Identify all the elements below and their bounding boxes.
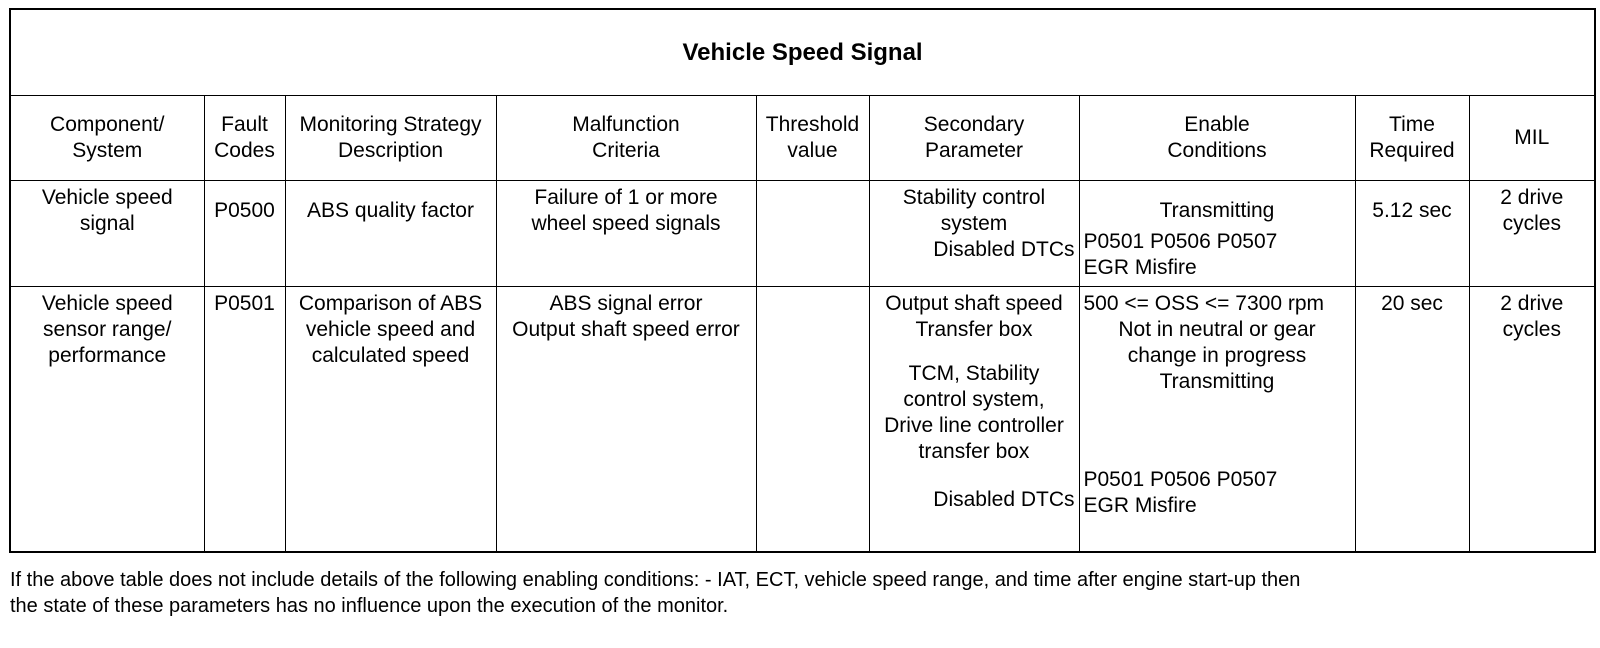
cell-threshold xyxy=(756,287,869,553)
cell-strategy: Comparison of ABS vehicle speed and calculated speed xyxy=(285,287,496,553)
footnote xyxy=(10,567,1590,619)
cell-component: Vehicle speed signal xyxy=(10,181,204,287)
header-component: Component/ System xyxy=(10,96,204,181)
header-strategy: Monitoring Strategy Description xyxy=(285,96,496,181)
header-threshold: Threshold value xyxy=(756,96,869,181)
header-row xyxy=(10,96,1595,181)
cell-component: Vehicle speed sensor range/ performance xyxy=(10,287,204,553)
cell-malfunction: Failure of 1 or more wheel speed signals xyxy=(496,181,756,287)
header-malfunction: Malfunction Criteria xyxy=(496,96,756,181)
table-row xyxy=(10,287,1595,553)
footnote-line: the state of these parameters has no influence upon the execution of the monitor. xyxy=(10,595,729,617)
cell-enable: 500 <= OSS <= 7300 rpm Not in neutral or gear change in progress Transmitting P0501 P0506 P0507 EGR Misfire xyxy=(1079,287,1355,553)
header-fault-codes: Fault Codes xyxy=(204,96,285,181)
cell-malfunction: ABS signal error Output shaft speed error xyxy=(496,287,756,553)
header-time: Time Required xyxy=(1355,96,1469,181)
cell-fault-code: P0500 xyxy=(204,181,285,287)
table-title: Vehicle Speed Signal xyxy=(10,9,1595,96)
cell-enable: Transmitting P0501 P0506 P0507 EGR Misfire xyxy=(1079,181,1355,287)
cell-mil: 2 drive cycles xyxy=(1469,181,1595,287)
cell-secondary: Stability control system Disabled DTCs xyxy=(869,181,1079,287)
cell-strategy: ABS quality factor xyxy=(285,181,496,287)
cell-threshold xyxy=(756,181,869,287)
cell-fault-code: P0501 xyxy=(204,287,285,553)
cell-mil: 2 drive cycles xyxy=(1469,287,1595,553)
vehicle-speed-signal-table xyxy=(9,8,1596,553)
header-mil: MIL xyxy=(1469,96,1595,181)
table-row xyxy=(10,181,1595,287)
cell-secondary: Output shaft speed Transfer box TCM, Stability control system, Drive line controller transfer box Disabled DTCs xyxy=(869,287,1079,553)
footnote-line: If the above table does not include details of the following enabling conditions: - IAT, ECT, vehicle speed range, and time after engine start-up then xyxy=(10,569,1301,591)
cell-time: 5.12 sec xyxy=(1355,181,1469,287)
header-secondary: Secondary Parameter xyxy=(869,96,1079,181)
cell-time: 20 sec xyxy=(1355,287,1469,553)
header-enable: Enable Conditions xyxy=(1079,96,1355,181)
